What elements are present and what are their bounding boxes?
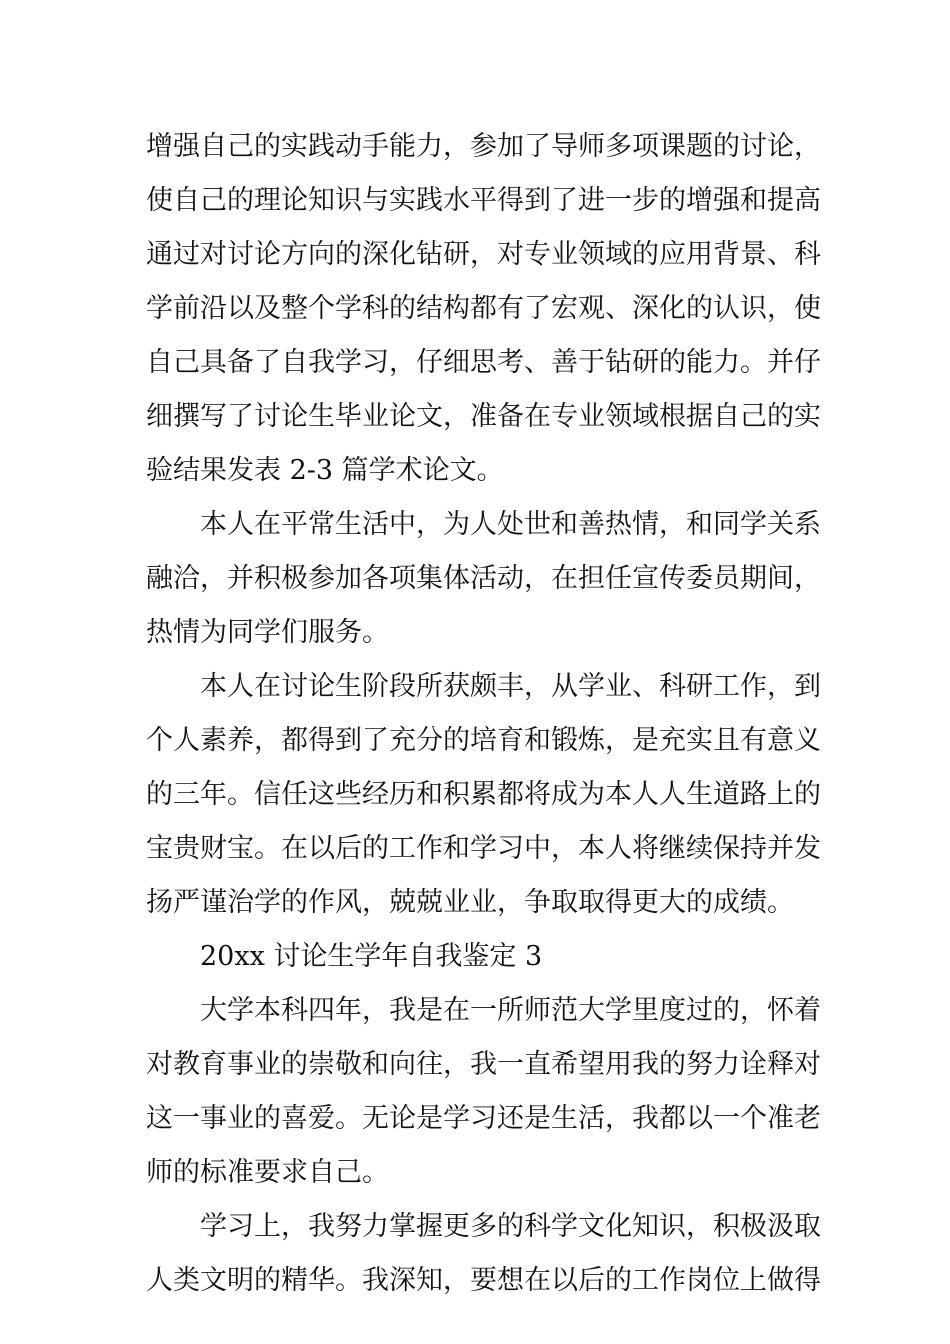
paragraph-start-line: 学习上，我努力掌握更多的科学文化知识，积极汲取 [200, 1211, 821, 1242]
text-line: 师的标准要求自己。 [146, 1157, 389, 1188]
paragraph-start-line: 本人在讨论生阶段所获颇丰，从学业、科研工作，到 [200, 671, 821, 702]
text-line: 融洽，并积极参加各项集体活动，在担任宣传委员期间， [146, 563, 821, 594]
text-line: 细撰写了讨论生毕业论文，准备在专业领域根据自己的实 [146, 401, 821, 432]
text-line: 学前沿以及整个学科的结构都有了宏观、深化的认识，使 [146, 293, 821, 324]
text-line: 使自己的理论知识与实践水平得到了进一步的增强和提高 [146, 185, 821, 216]
text-line: 个人素养，都得到了充分的培育和锻炼，是充实且有意义 [146, 725, 821, 756]
section-heading: 20xx 讨论生学年自我鉴定 3 [200, 941, 543, 972]
paragraph-start-line: 本人在平常生活中，为人处世和善热情，和同学关系 [200, 509, 821, 540]
text-line: 人类文明的精华。我深知，要想在以后的工作岗位上做得 [146, 1265, 821, 1296]
paragraph-start-line: 大学本科四年，我是在一所师范大学里度过的，怀着 [200, 995, 821, 1026]
text-line: 验结果发表 2-3 篇学术论文。 [146, 455, 504, 486]
text-line: 热情为同学们服务。 [146, 617, 389, 648]
text-line: 增强自己的实践动手能力，参加了导师多项课题的讨论， [146, 131, 821, 162]
text-line: 宝贵财宝。在以后的工作和学习中，本人将继续保持并发 [146, 833, 821, 864]
text-line: 通过对讨论方向的深化钻研，对专业领域的应用背景、科 [146, 239, 821, 270]
text-line: 的三年。信任这些经历和积累都将成为本人人生道路上的 [146, 779, 821, 810]
text-line: 这一事业的喜爱。无论是学习还是生活，我都以一个准老 [146, 1103, 821, 1134]
text-line: 对教育事业的崇敬和向往，我一直希望用我的努力诠释对 [146, 1049, 821, 1080]
text-line: 自己具备了自我学习，仔细思考、善于钻研的能力。并仔 [146, 347, 821, 378]
document-body [146, 120, 821, 1308]
text-line: 扬严谨治学的作风，兢兢业业，争取取得更大的成绩。 [146, 887, 794, 918]
